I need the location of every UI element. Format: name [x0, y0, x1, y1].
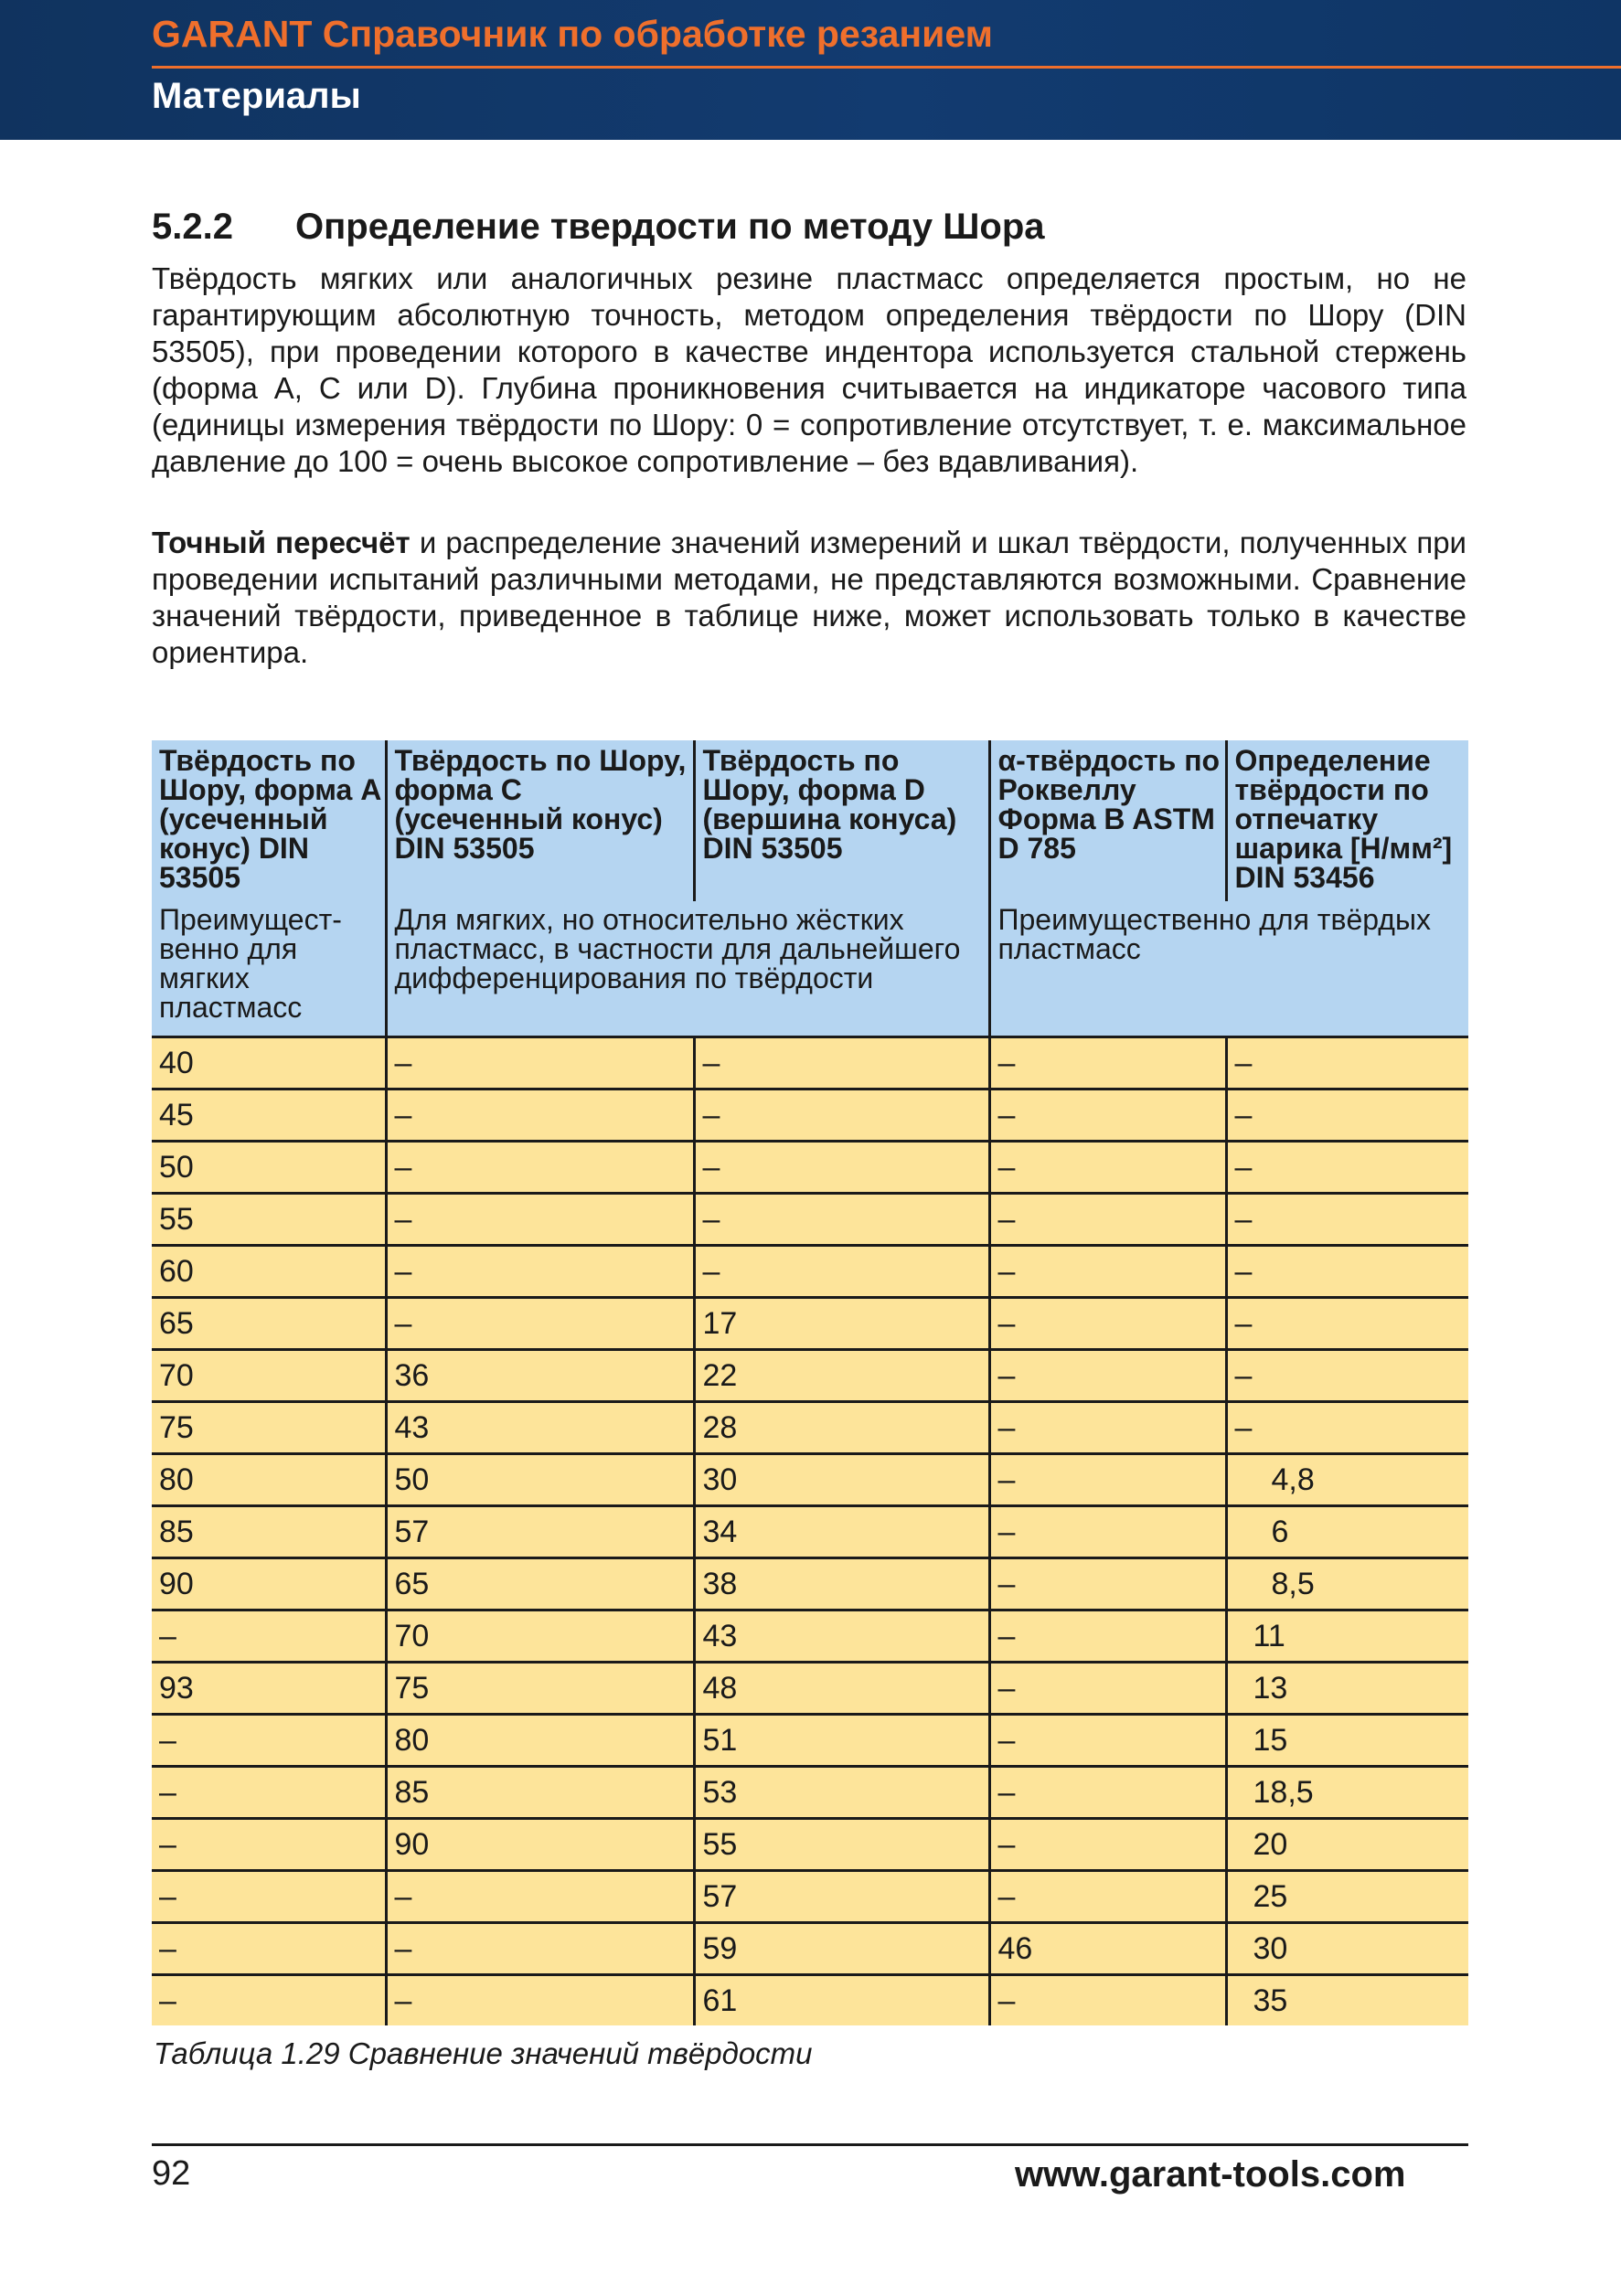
page-number: 92: [152, 2154, 191, 2193]
table-cell: 38: [694, 1558, 989, 1610]
header-subtitle: Материалы: [152, 76, 361, 116]
table-cell: –: [386, 1194, 694, 1246]
table-cell: –: [989, 1663, 1226, 1715]
table-caption: Таблица 1.29 Сравнение значений твёрдости: [154, 2036, 813, 2070]
table-cell: –: [694, 1246, 989, 1298]
table-cell: 75: [152, 1402, 386, 1454]
table-cell: 61: [694, 1975, 989, 2026]
table-cell: 55: [694, 1819, 989, 1871]
paragraph-note: [152, 525, 1466, 671]
section-heading: [152, 207, 1045, 248]
table-cell: –: [694, 1090, 989, 1142]
table-cell: –: [989, 1871, 1226, 1923]
table-cell: 48: [694, 1663, 989, 1715]
table-cell: 50: [386, 1454, 694, 1506]
table-cell: –: [1226, 1246, 1468, 1298]
header-shore-a: Твёрдость по Шору, форма A (усеченный конус) DIN 53505: [152, 740, 386, 901]
table-row: [152, 1871, 1468, 1923]
header-divider: [152, 66, 1621, 69]
table-cell: 65: [386, 1558, 694, 1610]
table-cell: –: [989, 1090, 1226, 1142]
table-cell: 75: [386, 1663, 694, 1715]
table-cell: 55: [152, 1194, 386, 1246]
table-cell: 17: [694, 1298, 989, 1350]
table-description-row: [152, 901, 1468, 1037]
table-cell: 22: [694, 1350, 989, 1402]
table-cell: –: [989, 1506, 1226, 1558]
table-row: [152, 1090, 1468, 1142]
table-cell: 85: [386, 1767, 694, 1819]
table-cell: –: [989, 1767, 1226, 1819]
table-row: [152, 1610, 1468, 1663]
table-cell: –: [152, 1767, 386, 1819]
table-row: [152, 1454, 1468, 1506]
table-cell: –: [989, 1715, 1226, 1767]
table-cell: 25: [1226, 1871, 1468, 1923]
table-cell: –: [989, 1246, 1226, 1298]
table-cell: 57: [386, 1506, 694, 1558]
table-cell: 51: [694, 1715, 989, 1767]
table-row: [152, 1819, 1468, 1871]
table-cell: –: [989, 1142, 1226, 1194]
table-cell: 46: [989, 1923, 1226, 1975]
table-header-row: [152, 740, 1468, 901]
table-cell: –: [989, 1402, 1226, 1454]
table-cell: 40: [152, 1037, 386, 1090]
page-header: [0, 0, 1621, 140]
desc-hard: Преимущественно для твёрдых пластмасс: [989, 901, 1468, 1037]
table-cell: –: [1226, 1142, 1468, 1194]
table-cell: –: [1226, 1350, 1468, 1402]
table-cell: 90: [386, 1819, 694, 1871]
table-cell: 85: [152, 1506, 386, 1558]
table-row: [152, 1246, 1468, 1298]
footer-divider: [152, 2143, 1468, 2146]
table-cell: –: [386, 1975, 694, 2026]
hardness-comparison-table: [152, 740, 1468, 2025]
table-cell: 43: [694, 1610, 989, 1663]
section-title: Определение твердости по методу Шора: [295, 207, 1045, 247]
table-cell: 30: [694, 1454, 989, 1506]
table-cell: 93: [152, 1663, 386, 1715]
table-row: [152, 1975, 1468, 2026]
table-row: [152, 1298, 1468, 1350]
desc-soft: Преимущест-венно для мягких пластмасс: [152, 901, 386, 1037]
paragraph-note-text: и распределение значений измерений и шкал твёрдости, полученных при проведении испытаний различными методами, не представляются возможными. Сравнение значений твёрдости, приведенное в таблице ниже, может использовать только в качестве ориентира.: [152, 526, 1466, 669]
table-cell: –: [152, 1819, 386, 1871]
header-shore-d: Твёрдость по Шору, форма D (вершина конуса) DIN 53505: [694, 740, 989, 901]
table-row: [152, 1923, 1468, 1975]
table-cell: –: [694, 1142, 989, 1194]
table-cell: –: [1226, 1298, 1468, 1350]
table-cell: 15: [1226, 1715, 1468, 1767]
section-number: 5.2.2: [152, 207, 233, 247]
website-link[interactable]: www.garant-tools.com: [1015, 2154, 1406, 2195]
table-cell: –: [989, 1194, 1226, 1246]
table-cell: –: [386, 1142, 694, 1194]
table-cell: –: [1226, 1402, 1468, 1454]
table-cell: –: [386, 1298, 694, 1350]
table-row: [152, 1350, 1468, 1402]
table-cell: –: [989, 1298, 1226, 1350]
table-cell: 4,8: [1226, 1454, 1468, 1506]
table-cell: –: [989, 1610, 1226, 1663]
table-cell: –: [989, 1558, 1226, 1610]
table-cell: –: [152, 1715, 386, 1767]
table-cell: 70: [152, 1350, 386, 1402]
table-cell: 50: [152, 1142, 386, 1194]
table-cell: 43: [386, 1402, 694, 1454]
table-cell: 45: [152, 1090, 386, 1142]
table-cell: –: [152, 1923, 386, 1975]
table-cell: –: [694, 1037, 989, 1090]
table-cell: –: [1226, 1090, 1468, 1142]
table-cell: 80: [386, 1715, 694, 1767]
header-title: GARANT Справочник по обработке резанием: [152, 13, 993, 55]
table-cell: –: [386, 1037, 694, 1090]
table-row: [152, 1558, 1468, 1610]
table-cell: –: [989, 1454, 1226, 1506]
header-shore-c: Твёрдость по Шору, форма C (усеченный конус) DIN 53505: [386, 740, 694, 901]
table-cell: –: [152, 1610, 386, 1663]
table-cell: –: [386, 1090, 694, 1142]
table-cell: 70: [386, 1610, 694, 1663]
table-cell: 20: [1226, 1819, 1468, 1871]
table-row: [152, 1037, 1468, 1090]
paragraph-intro: Твёрдость мягких или аналогичных резине пластмасс определяется простым, но не гарантирующим абсолютную точность, методом определения твёрдости по Шору (DIN 53505), при проведении которого в качестве индентора используется стальной стержень (форма A, C или D). Глубина проникновения считывается на индикаторе часового типа (единицы измерения твёрдости по Шору: 0 = сопротивление отсутствует, т. е. максимальное давление до 100 = очень высокое сопротивление – без вдавливания).: [152, 261, 1466, 478]
table-row: [152, 1506, 1468, 1558]
desc-medium: Для мягких, но относительно жёстких пластмасс, в частности для дальнейшего дифференцирования по твёрдости: [386, 901, 989, 1037]
table-cell: 34: [694, 1506, 989, 1558]
table-cell: 90: [152, 1558, 386, 1610]
paragraph-note-bold: Точный пересчёт: [152, 526, 411, 559]
table-cell: –: [152, 1975, 386, 2026]
table-cell: –: [1226, 1194, 1468, 1246]
table-cell: 13: [1226, 1663, 1468, 1715]
table-row: [152, 1767, 1468, 1819]
table-cell: –: [386, 1871, 694, 1923]
table-cell: –: [386, 1246, 694, 1298]
table-cell: 28: [694, 1402, 989, 1454]
table-cell: 80: [152, 1454, 386, 1506]
table-row: [152, 1663, 1468, 1715]
table-row: [152, 1715, 1468, 1767]
table-cell: 6: [1226, 1506, 1468, 1558]
table-cell: 59: [694, 1923, 989, 1975]
table-cell: –: [694, 1194, 989, 1246]
table-cell: –: [989, 1350, 1226, 1402]
table-cell: 53: [694, 1767, 989, 1819]
table-cell: 57: [694, 1871, 989, 1923]
table-cell: 35: [1226, 1975, 1468, 2026]
table-cell: 65: [152, 1298, 386, 1350]
table-cell: 18,5: [1226, 1767, 1468, 1819]
table-row: [152, 1142, 1468, 1194]
table-row: [152, 1402, 1468, 1454]
table-body: [152, 1037, 1468, 2026]
table-cell: –: [989, 1819, 1226, 1871]
table-cell: 30: [1226, 1923, 1468, 1975]
header-ball-indentation: Определение твёрдости по отпечатку шарика [Н/мм²] DIN 53456: [1226, 740, 1468, 901]
table-cell: –: [989, 1975, 1226, 2026]
table-cell: –: [386, 1923, 694, 1975]
table-cell: 60: [152, 1246, 386, 1298]
header-rockwell: α-твёрдость по Роквеллу Форма B ASTM D 785: [989, 740, 1226, 901]
table-cell: –: [152, 1871, 386, 1923]
table-cell: –: [1226, 1037, 1468, 1090]
table-cell: –: [989, 1037, 1226, 1090]
table-row: [152, 1194, 1468, 1246]
table-cell: 8,5: [1226, 1558, 1468, 1610]
table-cell: 36: [386, 1350, 694, 1402]
table-cell: 11: [1226, 1610, 1468, 1663]
